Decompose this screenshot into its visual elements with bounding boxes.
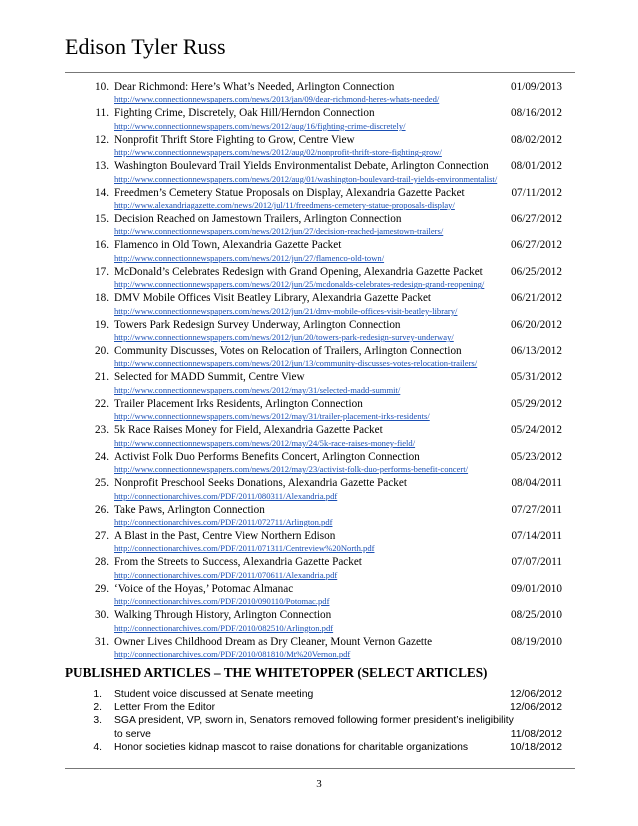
resume-name: Edison Tyler Russ <box>65 34 226 59</box>
article-title: Walking Through History, Arlington Connection <box>114 609 332 622</box>
item-date: 10/18/2012 <box>509 741 562 753</box>
item-date: 12/06/2012 <box>509 689 562 700</box>
article-link[interactable]: http://www.connectionnewspapers.com/news/2012/jun/27/decision-reached-jamestown-trailers/ <box>114 226 444 237</box>
article-title: Selected for MADD Summit, Centre View <box>114 371 305 384</box>
article-date: 06/20/2012 <box>511 318 562 331</box>
article-title: McDonald’s Celebrates Redesign with Grand Opening, Alexandria Gazette Packet <box>114 265 483 278</box>
article-item <box>0 371 638 395</box>
footer-divider <box>65 768 575 769</box>
article-link[interactable]: http://www.connectionnewspapers.com/news/2012/jun/20/towers-park-redesign-survey-underway/ <box>114 332 454 343</box>
article-item <box>0 107 638 131</box>
article-title: Flamenco in Old Town, Alexandria Gazette Packet <box>114 239 342 252</box>
article-date: 08/01/2012 <box>511 160 562 173</box>
article-title: ‘Voice of the Hoyas,’ Potomac Almanac <box>114 582 294 595</box>
article-date: 08/16/2012 <box>511 107 562 120</box>
article-title: Activist Folk Duo Performs Benefits Concert, Arlington Connection <box>114 450 420 463</box>
article-number: 22. <box>95 397 109 410</box>
article-number: 14. <box>95 186 109 199</box>
item-number: 1. <box>93 689 102 700</box>
article-number: 18. <box>95 292 109 305</box>
article-item <box>0 556 638 580</box>
article-number: 10. <box>95 81 109 93</box>
article-item <box>0 213 638 237</box>
article-link[interactable]: http://www.connectionnewspapers.com/news/2012/aug/01/washington-boulevard-trail-yields-environmentalist/ <box>114 173 498 184</box>
article-item <box>0 319 638 343</box>
whitetopper-item <box>0 688 638 701</box>
article-link[interactable]: http://connectionarchives.com/PDF/2011/080311/Alexandria.pdf <box>114 490 338 501</box>
article-date: 06/27/2012 <box>511 213 562 226</box>
article-link[interactable]: http://www.connectionnewspapers.com/news/2012/may/23/activist-folk-duo-performs-benefit-concert/ <box>114 464 469 475</box>
article-link[interactable]: http://connectionarchives.com/PDF/2010/090110/Potomac.pdf <box>114 596 330 607</box>
article-link[interactable]: http://www.connectionnewspapers.com/news/2012/may/24/5k-race-raises-money-field/ <box>114 437 416 448</box>
article-item <box>0 398 638 422</box>
whitetopper-item <box>0 741 638 754</box>
article-number: 28. <box>95 556 109 569</box>
header-divider <box>65 72 575 73</box>
article-number: 31. <box>95 635 109 648</box>
article-number: 29. <box>95 582 109 595</box>
article-date: 07/14/2011 <box>511 529 562 542</box>
article-date: 05/31/2012 <box>511 371 562 384</box>
article-date: 08/04/2011 <box>511 477 562 490</box>
article-date: 08/19/2010 <box>511 635 562 648</box>
article-number: 23. <box>95 424 109 437</box>
item-number: 3. <box>93 715 102 727</box>
item-date: 12/06/2012 <box>509 702 562 714</box>
article-title: 5k Race Raises Money for Field, Alexandria Gazette Packet <box>114 424 383 437</box>
article-item <box>0 239 638 263</box>
article-number: 24. <box>95 450 109 463</box>
article-title: Washington Boulevard Trail Yields Environmentalist Debate, Arlington Connection <box>114 160 489 173</box>
article-number: 11. <box>95 107 109 120</box>
article-item <box>0 292 638 316</box>
article-date: 05/29/2012 <box>511 397 562 410</box>
article-item <box>0 266 638 290</box>
whitetopper-item <box>0 701 638 714</box>
article-link[interactable]: http://www.connectionnewspapers.com/news/2012/may/31/trailer-placement-irks-residents/ <box>114 411 430 422</box>
item-title: Letter From the Editor <box>114 702 216 714</box>
article-item <box>0 504 638 528</box>
article-date: 06/13/2012 <box>511 345 562 358</box>
article-link[interactable]: http://connectionarchives.com/PDF/2011/070611/Alexandria.pdf <box>114 569 338 580</box>
article-date: 07/07/2011 <box>511 556 562 569</box>
article-date: 05/24/2012 <box>511 424 562 437</box>
whitetopper-item <box>0 714 638 740</box>
article-title: DMV Mobile Offices Visit Beatley Library, Alexandria Gazette Packet <box>114 292 432 305</box>
article-link[interactable]: http://connectionarchives.com/PDF/2011/071311/Centreview%20North.pdf <box>114 543 375 554</box>
article-date: 01/09/2013 <box>511 81 562 93</box>
article-link[interactable]: http://connectionarchives.com/PDF/2010/082510/Arlington.pdf <box>114 622 334 633</box>
item-title: SGA president, VP, sworn in, Senators removed following former president’s ineligibility to serve <box>114 715 514 740</box>
item-date: 11/08/2012 <box>510 728 562 740</box>
article-date: 06/27/2012 <box>511 239 562 252</box>
article-date: 06/25/2012 <box>511 265 562 278</box>
article-item <box>0 477 638 501</box>
whitetopper-list <box>0 688 638 754</box>
article-item <box>0 451 638 475</box>
article-link[interactable]: http://www.connectionnewspapers.com/news/2012/jun/27/flamenco-old-town/ <box>114 252 385 263</box>
article-number: 19. <box>95 318 109 331</box>
article-number: 17. <box>95 265 109 278</box>
article-item <box>0 345 638 369</box>
article-title: Nonprofit Preschool Seeks Donations, Alexandria Gazette Packet <box>114 477 407 490</box>
article-item <box>0 530 638 554</box>
section-heading: PUBLISHED ARTICLES – THE WHITETOPPER (SELECT ARTICLES) <box>65 665 488 680</box>
article-title: Owner Lives Childhood Dream as Dry Cleaner, Mount Vernon Gazette <box>114 635 433 648</box>
article-link[interactable]: http://www.connectionnewspapers.com/news/2012/jun/21/dmv-mobile-offices-visit-beatley-library/ <box>114 305 458 316</box>
article-title: A Blast in the Past, Centre View Northern Edison <box>114 529 336 542</box>
article-number: 20. <box>95 345 109 358</box>
article-title: Freedmen’s Cemetery Statue Proposals on Display, Alexandria Gazette Packet <box>114 186 465 199</box>
article-number: 13. <box>95 160 109 173</box>
item-number: 2. <box>93 702 102 714</box>
page-number: 3 <box>316 778 322 790</box>
article-item <box>0 636 638 660</box>
article-date: 07/27/2011 <box>511 503 562 516</box>
article-number: 27. <box>95 529 109 542</box>
article-title: Nonprofit Thrift Store Fighting to Grow, Centre View <box>114 133 355 146</box>
article-link[interactable]: http://www.connectionnewspapers.com/news/2012/jun/25/mcdonalds-celebrates-redesign-grand-reopening/ <box>114 279 485 290</box>
article-item <box>0 424 638 448</box>
article-link[interactable]: http://www.alexandriagazette.com/news/2012/jul/11/freedmens-cemetery-statue-proposals-display/ <box>114 200 455 211</box>
article-title: Decision Reached on Jamestown Trailers, Arlington Connection <box>114 213 402 226</box>
article-number: 12. <box>95 133 109 146</box>
article-number: 15. <box>95 213 109 226</box>
article-date: 08/25/2010 <box>511 609 562 622</box>
article-title: Towers Park Redesign Survey Underway, Arlington Connection <box>114 318 401 331</box>
article-link[interactable]: http://www.connectionnewspapers.com/news/2012/aug/02/nonprofit-thrift-store-fighting-grow/ <box>114 147 442 158</box>
article-item <box>0 609 638 633</box>
article-number: 26. <box>95 503 109 516</box>
article-number: 25. <box>95 477 109 490</box>
item-title: Student voice discussed at Senate meeting <box>114 689 314 700</box>
article-list <box>0 81 638 662</box>
article-date: 05/23/2012 <box>511 450 562 463</box>
article-item <box>0 134 638 158</box>
article-date: 07/11/2012 <box>511 186 562 199</box>
article-link[interactable]: http://www.connectionnewspapers.com/news/2012/aug/16/fighting-crime-discretely/ <box>114 120 406 131</box>
article-item <box>0 583 638 607</box>
article-title: Dear Richmond: Here’s What’s Needed, Arlington Connection <box>114 81 395 93</box>
article-date: 08/02/2012 <box>511 133 562 146</box>
article-title: Community Discusses, Votes on Relocation of Trailers, Arlington Connection <box>114 345 462 358</box>
article-title: Trailer Placement Irks Residents, Arlington Connection <box>114 397 363 410</box>
article-title: Take Paws, Arlington Connection <box>114 503 265 516</box>
article-date: 06/21/2012 <box>511 292 562 305</box>
article-link[interactable]: http://www.connectionnewspapers.com/news/2012/may/31/selected-madd-summit/ <box>114 384 401 395</box>
item-number: 4. <box>93 741 102 753</box>
article-link[interactable]: http://www.connectionnewspapers.com/news/2013/jan/09/dear-richmond-heres-whats-needed/ <box>114 94 440 105</box>
article-item <box>0 187 638 211</box>
article-title: Fighting Crime, Discretely, Oak Hill/Herndon Connection <box>114 107 375 120</box>
article-title: From the Streets to Success, Alexandria Gazette Packet <box>114 556 362 569</box>
article-link[interactable]: http://connectionarchives.com/PDF/2010/081810/Mt%20Vernon.pdf <box>114 648 351 659</box>
article-item <box>0 81 638 105</box>
article-link[interactable]: http://connectionarchives.com/PDF/2011/072711/Arlington.pdf <box>114 516 333 527</box>
article-number: 30. <box>95 609 109 622</box>
article-link[interactable]: http://www.connectionnewspapers.com/news/2012/jun/13/community-discusses-votes-relocation-trailers/ <box>114 358 478 369</box>
article-number: 16. <box>95 239 109 252</box>
article-item <box>0 160 638 184</box>
item-title: Honor societies kidnap mascot to raise donations for charitable organizations <box>114 741 469 753</box>
article-number: 21. <box>95 371 109 384</box>
article-date: 09/01/2010 <box>511 582 562 595</box>
